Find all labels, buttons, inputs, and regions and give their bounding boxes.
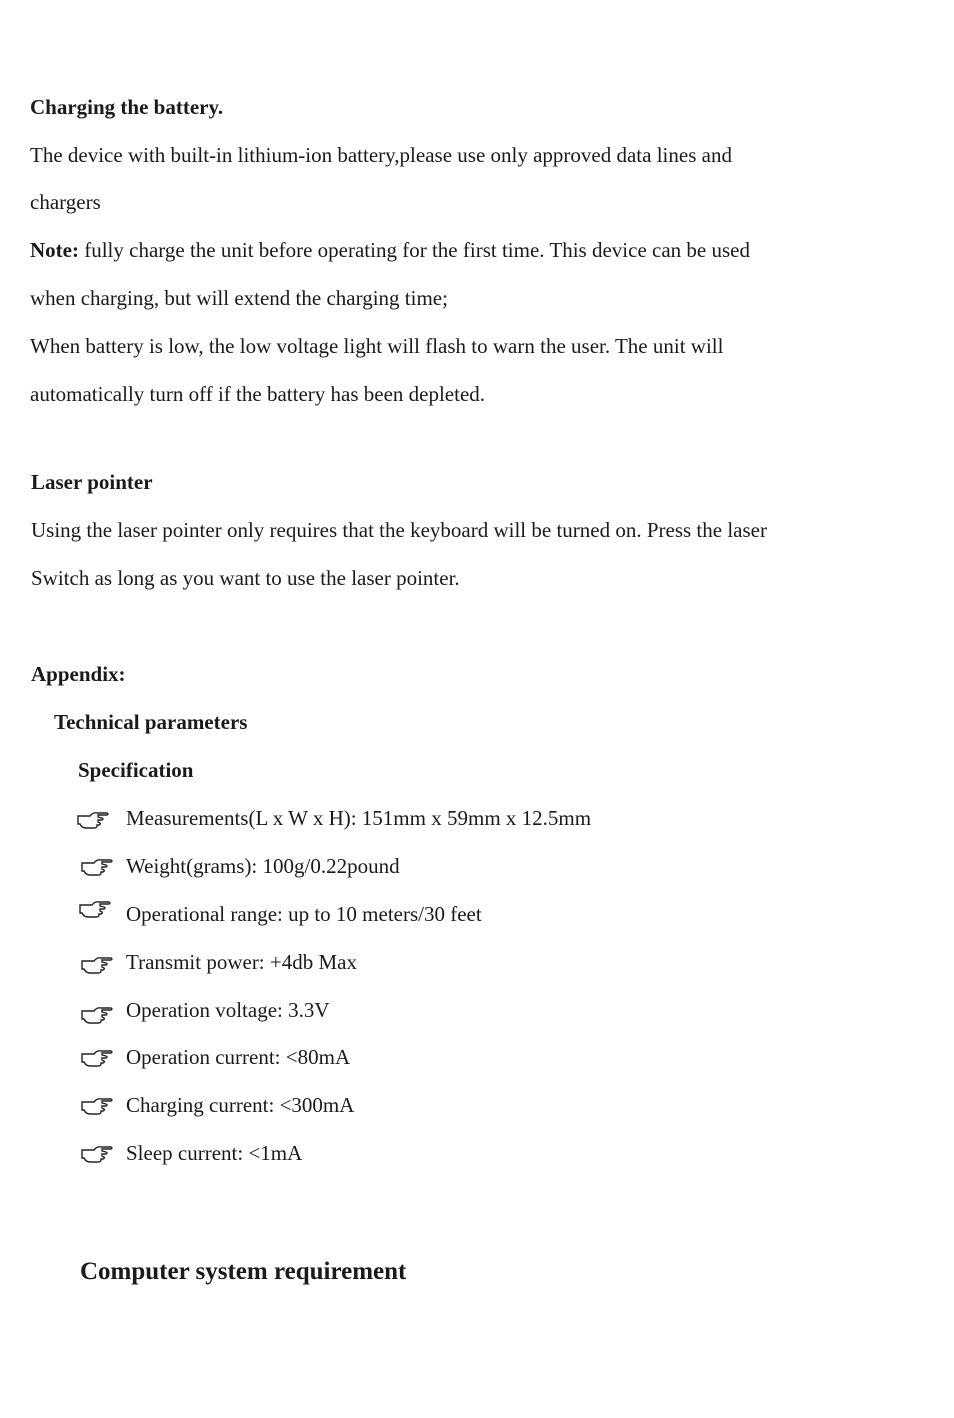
technical-parameters-heading: Technical parameters	[54, 710, 248, 734]
spec-item: Operation voltage: 3.3V	[126, 998, 330, 1022]
pointing-hand-icon	[78, 899, 112, 919]
pointing-hand-icon	[80, 1048, 114, 1068]
pointing-hand-icon	[80, 1005, 114, 1025]
charging-heading: Charging the battery.	[30, 95, 224, 119]
laser-heading: Laser pointer	[31, 470, 153, 494]
computer-requirement-heading: Computer system requirement	[80, 1258, 407, 1285]
pointing-hand-icon	[76, 810, 110, 830]
charging-paragraph-line-2: chargers	[30, 190, 101, 214]
note-line-1	[30, 237, 750, 263]
pointing-hand-icon	[80, 955, 114, 975]
laser-line-2: Switch as long as you want to use the laser pointer.	[31, 566, 460, 590]
pointing-hand-icon	[80, 1096, 114, 1116]
pointing-hand-icon	[80, 1144, 114, 1164]
note-label: Note:	[30, 238, 79, 262]
spec-item: Operation current: <80mA	[126, 1045, 351, 1069]
battery-line-1: When battery is low, the low voltage light will flash to warn the user. The unit will	[30, 334, 724, 358]
note-line-2: when charging, but will extend the charging time;	[30, 286, 448, 310]
laser-line-1: Using the laser pointer only requires that the keyboard will be turned on. Press the laser	[31, 518, 767, 542]
spec-item: Operational range: up to 10 meters/30 feet	[126, 902, 482, 926]
spec-item: Measurements(L x W x H): 151mm x 59mm x 12.5mm	[126, 806, 592, 830]
appendix-heading: Appendix:	[31, 662, 126, 686]
spec-item: Transmit power: +4db Max	[126, 950, 357, 974]
specification-heading: Specification	[78, 758, 194, 782]
spec-item: Sleep current: <1mA	[126, 1141, 303, 1165]
spec-item: Weight(grams): 100g/0.22pound	[126, 854, 400, 878]
pointing-hand-icon	[80, 857, 114, 877]
charging-paragraph-line-1: The device with built-in lithium-ion battery,please use only approved data lines and	[30, 143, 732, 167]
spec-item: Charging current: <300mA	[126, 1093, 355, 1117]
note-text: fully charge the unit before operating for the first time. This device can be used	[78, 238, 750, 262]
battery-line-2: automatically turn off if the battery has been depleted.	[30, 382, 486, 406]
